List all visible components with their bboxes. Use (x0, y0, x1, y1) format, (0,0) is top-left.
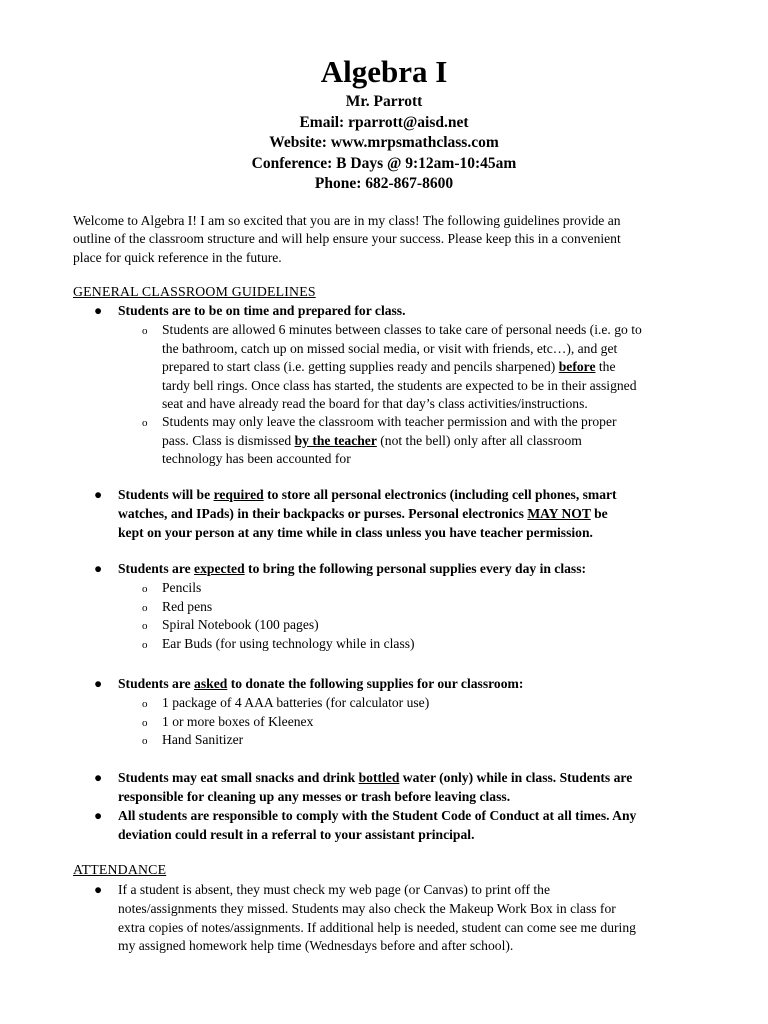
emphasis-asked: asked (194, 676, 228, 691)
text-line: tardy bell rings. Once class has started, the students are expected to be in their assigned (162, 377, 637, 393)
supply-list-personal (142, 579, 702, 653)
emphasis-required: required (213, 487, 264, 502)
text-line: deviation could result in a referral to your assistant principal. (118, 826, 475, 842)
text-line: Students may eat small snacks and drink bottled water (only) while in class. Students are (118, 770, 633, 785)
supply-list-donations (142, 694, 702, 750)
text-line: Students are asked to donate the following supplies for our classroom: (118, 676, 524, 691)
bullet-glyph: ● (94, 303, 103, 318)
text-line: responsible for cleaning up any messes or trash before leaving class. (118, 788, 511, 804)
bullet-text: Students are to be on time and prepared for class. (118, 303, 406, 318)
emphasis-by-the-teacher: by the teacher (294, 432, 377, 448)
list-item: o Red pens (142, 598, 213, 614)
text-line: technology has been accounted for (162, 451, 351, 467)
guideline-bullet-snacks (94, 769, 714, 807)
text-line: my assigned homework help time (Wednesdays before and after school). (118, 938, 514, 954)
sub-bullet-glyph: o (142, 325, 148, 337)
sub-bullet-passing-period (142, 321, 702, 414)
text-line: seat and have already read the board for that day’s class activities/instructions. (162, 396, 588, 412)
guideline-bullet-donations (94, 675, 714, 694)
text-line: extra copies of notes/assignments. If additional help is needed, student can come see me during (118, 919, 636, 935)
teacher-website: Website: www.mrpsmathclass.com (269, 134, 499, 151)
text-line: Students will be required to store all personal electronics (including cell phones, smart (118, 487, 617, 502)
intro-line: place for quick reference in the future. (73, 249, 282, 265)
emphasis-expected: expected (194, 561, 245, 576)
bullet-glyph: ● (94, 882, 103, 897)
section-heading-attendance: ATTENDANCE (73, 862, 167, 877)
guideline-bullet-conduct (94, 807, 714, 845)
text-line: notes/assignments they missed. Students may also check the Makeup Work Box in class for (118, 900, 616, 916)
intro-line: outline of the classroom structure and will help ensure your success. Please keep this in a convenient (73, 231, 621, 247)
text-line: watches, and IPads) in their backpacks or purses. Personal electronics MAY NOT be (118, 505, 608, 521)
teacher-name: Mr. Parrott (345, 93, 423, 110)
emphasis-before: before (558, 359, 596, 375)
teacher-email: Email: rparrott@aisd.net (299, 113, 469, 131)
list-item: o 1 package of 4 AAA batteries (for calculator use) (142, 695, 430, 710)
teacher-phone: Phone: 682-867-8600 (314, 175, 454, 192)
document-header (0, 54, 768, 195)
guideline-bullet-personal-supplies (94, 560, 714, 579)
conference-time: Conference: B Days @ 9:12am-10:45am (251, 154, 517, 172)
text-line: the bathroom, catch up on missed social media, or visit with friends, etc…), and get (162, 340, 618, 356)
text-line: If a student is absent, they must check my web page (or Canvas) to print off the (118, 882, 550, 897)
text-line: pass. Class is dismissed by the teacher (not the bell) only after all classroom (162, 432, 582, 448)
bullet-glyph: ● (94, 808, 103, 823)
bullet-glyph: ● (94, 487, 103, 502)
text-line: prepared to start class (i.e. getting supplies ready and pencils sharpened) before the (162, 359, 616, 375)
bullet-glyph: ● (94, 676, 103, 691)
bullet-glyph: ● (94, 561, 103, 576)
intro-paragraph (73, 212, 703, 267)
intro-line: Welcome to Algebra I! I am so excited that you are in my class! The following guidelines provide an (73, 213, 621, 228)
guideline-bullet-electronics (94, 486, 714, 542)
document-title: Algebra I (320, 54, 448, 89)
list-item: o 1 or more boxes of Kleenex (142, 713, 314, 729)
text-line: kept on your person at any time while in class unless you have teacher permission. (118, 524, 593, 540)
text-line: Students are expected to bring the following personal supplies every day in class: (118, 561, 587, 576)
list-item: o Ear Buds (for using technology while in class) (142, 635, 415, 651)
bullet-glyph: ● (94, 770, 103, 785)
list-item: o Spiral Notebook (100 pages) (142, 617, 319, 633)
guideline-bullet-on-time (94, 302, 714, 321)
emphasis-bottled: bottled (358, 770, 400, 785)
list-item: o Hand Sanitizer (142, 732, 244, 748)
text-line: Students are allowed 6 minutes between classes to take care of personal needs (i.e. go to (162, 322, 642, 337)
sub-bullet-leaving-class (142, 413, 702, 469)
sub-bullet-glyph: o (142, 417, 148, 429)
attendance-bullet-absent (94, 881, 714, 956)
text-line: Students may only leave the classroom with teacher permission and with the proper (162, 414, 617, 429)
emphasis-may-not: MAY NOT (527, 505, 591, 521)
section-heading-general: GENERAL CLASSROOM GUIDELINES (73, 284, 316, 299)
text-line: All students are responsible to comply with the Student Code of Conduct at all times. Any (118, 808, 637, 823)
list-item: o Pencils (142, 580, 202, 595)
